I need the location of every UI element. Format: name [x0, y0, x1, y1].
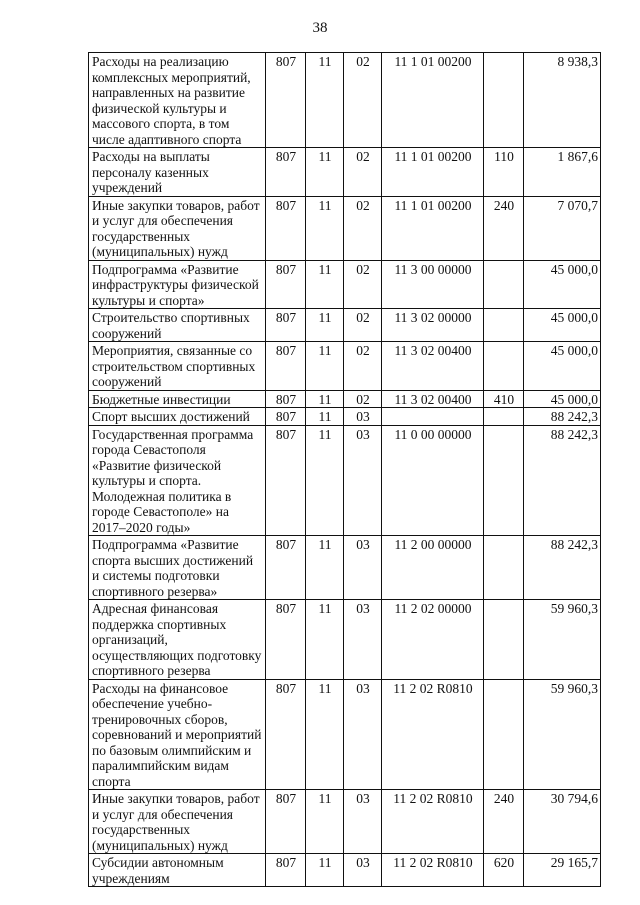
- table-row: [89, 679, 601, 790]
- expense-type-cell: 410: [484, 390, 524, 408]
- amount-cell: 1 867,6: [524, 148, 601, 197]
- expense-name-cell: Расходы на выплаты персоналу казенных учреждений: [89, 148, 266, 197]
- admin-code-cell: 807: [266, 408, 306, 426]
- section-code-cell: 11: [306, 53, 344, 148]
- target-article-cell: 11 2 02 R0810: [382, 854, 484, 887]
- table-row: [89, 148, 601, 197]
- expense-type-cell: [484, 342, 524, 391]
- subsection-code-cell: 03: [344, 536, 382, 600]
- section-code-cell: 11: [306, 536, 344, 600]
- table-row: [89, 390, 601, 408]
- expense-type-cell: [484, 260, 524, 309]
- admin-code-cell: 807: [266, 790, 306, 854]
- expense-name-cell: Иные закупки товаров, работ и услуг для обеспечения государственных (муниципальных) нужд: [89, 196, 266, 260]
- target-article-cell: 11 2 02 R0810: [382, 679, 484, 790]
- target-article-cell: 11 1 01 00200: [382, 53, 484, 148]
- expense-name-cell: Расходы на реализацию комплексных мероприятий, направленных на развитие физической культуры и массового спорта, в том числе адаптивного спорта: [89, 53, 266, 148]
- target-article-cell: 11 1 01 00200: [382, 148, 484, 197]
- target-article-cell: 11 0 00 00000: [382, 425, 484, 536]
- expense-name-cell: Адресная финансовая поддержка спортивных организаций, осуществляющих подготовку спортивного резерва: [89, 600, 266, 680]
- amount-cell: 88 242,3: [524, 425, 601, 536]
- amount-cell: 8 938,3: [524, 53, 601, 148]
- target-article-cell: 11 2 00 00000: [382, 536, 484, 600]
- table-row: [89, 536, 601, 600]
- section-code-cell: 11: [306, 600, 344, 680]
- expense-type-cell: 620: [484, 854, 524, 887]
- expense-name-cell: Подпрограмма «Развитие инфраструктуры физической культуры и спорта»: [89, 260, 266, 309]
- subsection-code-cell: 03: [344, 679, 382, 790]
- amount-cell: 45 000,0: [524, 390, 601, 408]
- target-article-cell: [382, 408, 484, 426]
- table-row: [89, 309, 601, 342]
- target-article-cell: 11 3 02 00000: [382, 309, 484, 342]
- table-row: [89, 600, 601, 680]
- expense-name-cell: Государственная программа города Севастополя «Развитие физической культуры и спорта. Молодежная политика в городе Севастополе» на 2017–2020 годы»: [89, 425, 266, 536]
- table-row: [89, 854, 601, 887]
- subsection-code-cell: 02: [344, 342, 382, 391]
- section-code-cell: 11: [306, 260, 344, 309]
- amount-cell: 88 242,3: [524, 408, 601, 426]
- section-code-cell: 11: [306, 390, 344, 408]
- admin-code-cell: 807: [266, 425, 306, 536]
- expense-name-cell: Строительство спортивных сооружений: [89, 309, 266, 342]
- amount-cell: 7 070,7: [524, 196, 601, 260]
- amount-cell: 45 000,0: [524, 260, 601, 309]
- expense-name-cell: Мероприятия, связанные со строительством спортивных сооружений: [89, 342, 266, 391]
- table-row: [89, 196, 601, 260]
- expense-name-cell: Подпрограмма «Развитие спорта высших достижений и системы подготовки спортивного резерва»: [89, 536, 266, 600]
- section-code-cell: 11: [306, 196, 344, 260]
- expense-name-cell: Спорт высших достижений: [89, 408, 266, 426]
- target-article-cell: 11 3 02 00400: [382, 390, 484, 408]
- section-code-cell: 11: [306, 790, 344, 854]
- admin-code-cell: 807: [266, 600, 306, 680]
- subsection-code-cell: 02: [344, 309, 382, 342]
- admin-code-cell: 807: [266, 309, 306, 342]
- section-code-cell: 11: [306, 342, 344, 391]
- amount-cell: 45 000,0: [524, 309, 601, 342]
- section-code-cell: 11: [306, 309, 344, 342]
- expense-name-cell: Бюджетные инвестиции: [89, 390, 266, 408]
- subsection-code-cell: 02: [344, 53, 382, 148]
- expense-type-cell: [484, 600, 524, 680]
- admin-code-cell: 807: [266, 196, 306, 260]
- table-row: [89, 53, 601, 148]
- table-row: [89, 342, 601, 391]
- page-number: 38: [312, 20, 328, 36]
- subsection-code-cell: 03: [344, 408, 382, 426]
- table-row: [89, 260, 601, 309]
- amount-cell: 45 000,0: [524, 342, 601, 391]
- section-code-cell: 11: [306, 679, 344, 790]
- admin-code-cell: 807: [266, 854, 306, 887]
- admin-code-cell: 807: [266, 148, 306, 197]
- amount-cell: 59 960,3: [524, 679, 601, 790]
- subsection-code-cell: 02: [344, 260, 382, 309]
- budget-table-body: [89, 53, 601, 887]
- subsection-code-cell: 02: [344, 196, 382, 260]
- expense-type-cell: [484, 408, 524, 426]
- admin-code-cell: 807: [266, 342, 306, 391]
- admin-code-cell: 807: [266, 53, 306, 148]
- table-row: [89, 790, 601, 854]
- expense-name-cell: Субсидии автономным учреждениям: [89, 854, 266, 887]
- expense-type-cell: [484, 53, 524, 148]
- subsection-code-cell: 03: [344, 425, 382, 536]
- subsection-code-cell: 03: [344, 854, 382, 887]
- admin-code-cell: 807: [266, 536, 306, 600]
- subsection-code-cell: 02: [344, 148, 382, 197]
- expense-type-cell: [484, 679, 524, 790]
- amount-cell: 29 165,7: [524, 854, 601, 887]
- expense-name-cell: Расходы на финансовое обеспечение учебно-тренировочных сборов, соревнований и мероприятий по базовым олимпийским и паралимпийским видам спорта: [89, 679, 266, 790]
- table-row: [89, 408, 601, 426]
- section-code-cell: 11: [306, 854, 344, 887]
- table-row: [89, 425, 601, 536]
- expense-type-cell: 110: [484, 148, 524, 197]
- expense-type-cell: [484, 425, 524, 536]
- amount-cell: 59 960,3: [524, 600, 601, 680]
- target-article-cell: 11 1 01 00200: [382, 196, 484, 260]
- expense-name-cell: Иные закупки товаров, работ и услуг для обеспечения государственных (муниципальных) нужд: [89, 790, 266, 854]
- subsection-code-cell: 03: [344, 600, 382, 680]
- subsection-code-cell: 02: [344, 390, 382, 408]
- target-article-cell: 11 3 00 00000: [382, 260, 484, 309]
- target-article-cell: 11 2 02 R0810: [382, 790, 484, 854]
- target-article-cell: 11 2 02 00000: [382, 600, 484, 680]
- amount-cell: 88 242,3: [524, 536, 601, 600]
- amount-cell: 30 794,6: [524, 790, 601, 854]
- budget-table: [88, 52, 601, 887]
- admin-code-cell: 807: [266, 390, 306, 408]
- section-code-cell: 11: [306, 148, 344, 197]
- expense-type-cell: [484, 309, 524, 342]
- admin-code-cell: 807: [266, 679, 306, 790]
- subsection-code-cell: 03: [344, 790, 382, 854]
- target-article-cell: 11 3 02 00400: [382, 342, 484, 391]
- expense-type-cell: 240: [484, 196, 524, 260]
- admin-code-cell: 807: [266, 260, 306, 309]
- section-code-cell: 11: [306, 408, 344, 426]
- expense-type-cell: 240: [484, 790, 524, 854]
- section-code-cell: 11: [306, 425, 344, 536]
- expense-type-cell: [484, 536, 524, 600]
